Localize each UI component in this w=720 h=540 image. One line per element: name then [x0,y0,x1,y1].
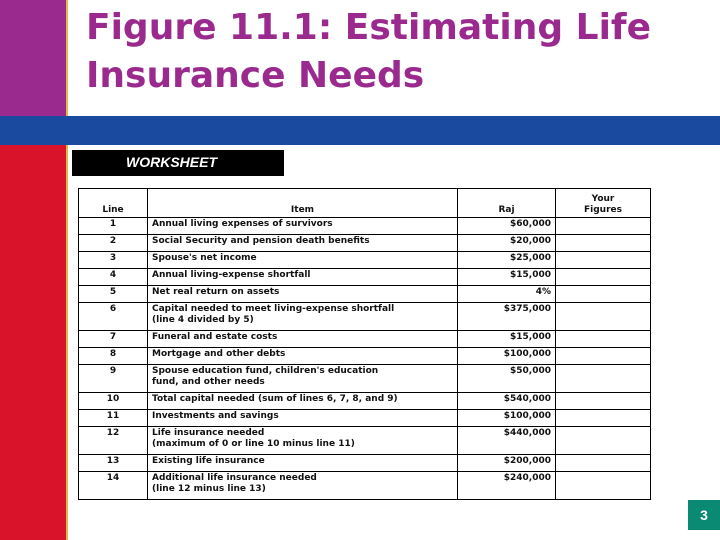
item-text [148,410,458,427]
item-text [148,455,458,472]
item-text [148,269,458,286]
line-number: 5 [79,286,148,303]
item-text [148,427,458,455]
header-your-line-2: Figures [584,205,622,215]
your-figures-cell[interactable] [556,365,651,393]
raj-value: $200,000 [458,455,556,472]
item-text [148,348,458,365]
item-label: Social Security and pension death benefits [152,236,370,246]
raj-value: $100,000 [458,410,556,427]
raj-value: $60,000 [458,218,556,235]
line-number: 13 [79,455,148,472]
raj-value: $440,000 [458,427,556,455]
item-label: Investments and savings [152,411,279,421]
raj-value: $540,000 [458,393,556,410]
table-row [79,455,651,472]
table-row [79,303,651,331]
your-figures-cell[interactable] [556,303,651,331]
line-number: 6 [79,303,148,331]
header-your-line-1: Your [591,194,615,204]
your-figures-cell[interactable] [556,427,651,455]
item-label: Spouse education fund, children's education [152,366,379,376]
item-label: Annual living-expense shortfall [152,270,311,280]
line-number: 9 [79,365,148,393]
item-sublabel: (maximum of 0 or line 10 minus line 11) [152,439,355,449]
line-number: 2 [79,235,148,252]
line-number: 4 [79,269,148,286]
item-text [148,472,458,500]
slide-title-line-2: Insurance Needs [86,55,425,96]
item-label: Life insurance needed [152,428,265,438]
item-text [148,286,458,303]
raj-value: $375,000 [458,303,556,331]
your-figures-cell[interactable] [556,286,651,303]
worksheet-label: WORKSHEET [72,150,284,176]
item-text [148,393,458,410]
page-number-badge: 3 [688,500,720,530]
item-text [148,235,458,252]
header-raj: Raj [458,189,556,218]
worksheet-body [79,218,651,500]
item-label: Capital needed to meet living-expense shortfall [152,304,395,314]
your-figures-cell[interactable] [556,331,651,348]
line-number: 10 [79,393,148,410]
slide-title [86,4,651,100]
item-label: Existing life insurance [152,456,265,466]
worksheet-header-row [79,189,651,218]
line-number: 14 [79,472,148,500]
table-row [79,348,651,365]
item-label: Net real return on assets [152,287,280,297]
your-figures-cell[interactable] [556,348,651,365]
item-label: Spouse's net income [152,253,257,263]
your-figures-cell[interactable] [556,252,651,269]
item-text [148,331,458,348]
table-row [79,218,651,235]
table-row [79,252,651,269]
left-accent-bar-red [0,145,68,540]
table-row [79,365,651,393]
table-row [79,286,651,303]
item-sublabel: (line 4 divided by 5) [152,315,254,325]
header-line: Line [79,189,148,218]
table-row [79,331,651,348]
worksheet-table [78,188,651,500]
raj-value: $240,000 [458,472,556,500]
table-row [79,427,651,455]
item-label: Mortgage and other debts [152,349,286,359]
line-number: 7 [79,331,148,348]
raj-value: $50,000 [458,365,556,393]
header-your-figures [556,189,651,218]
raj-value: $100,000 [458,348,556,365]
left-accent-bar-purple [0,0,68,116]
item-sublabel: (line 12 minus line 13) [152,484,266,494]
raj-value: $15,000 [458,269,556,286]
table-row [79,410,651,427]
item-label: Total capital needed (sum of lines 6, 7, 8, and 9) [152,394,398,404]
line-number: 8 [79,348,148,365]
item-text [148,252,458,269]
your-figures-cell[interactable] [556,472,651,500]
raj-value: $25,000 [458,252,556,269]
table-row [79,269,651,286]
item-text [148,365,458,393]
item-text [148,218,458,235]
line-number: 3 [79,252,148,269]
item-label: Additional life insurance needed [152,473,317,483]
your-figures-cell[interactable] [556,235,651,252]
slide-title-line-1: Figure 11.1: Estimating Life [86,7,651,48]
your-figures-cell[interactable] [556,218,651,235]
line-number: 1 [79,218,148,235]
raj-value: 4% [458,286,556,303]
item-label: Funeral and estate costs [152,332,278,342]
your-figures-cell[interactable] [556,393,651,410]
table-row [79,235,651,252]
line-number: 11 [79,410,148,427]
header-divider-band [0,116,720,145]
your-figures-cell[interactable] [556,455,651,472]
your-figures-cell[interactable] [556,410,651,427]
table-row [79,393,651,410]
raj-value: $20,000 [458,235,556,252]
item-sublabel: fund, and other needs [152,377,265,387]
header-item: Item [148,189,458,218]
your-figures-cell[interactable] [556,269,651,286]
line-number: 12 [79,427,148,455]
table-row [79,472,651,500]
item-text [148,303,458,331]
item-label: Annual living expenses of survivors [152,219,333,229]
raj-value: $15,000 [458,331,556,348]
